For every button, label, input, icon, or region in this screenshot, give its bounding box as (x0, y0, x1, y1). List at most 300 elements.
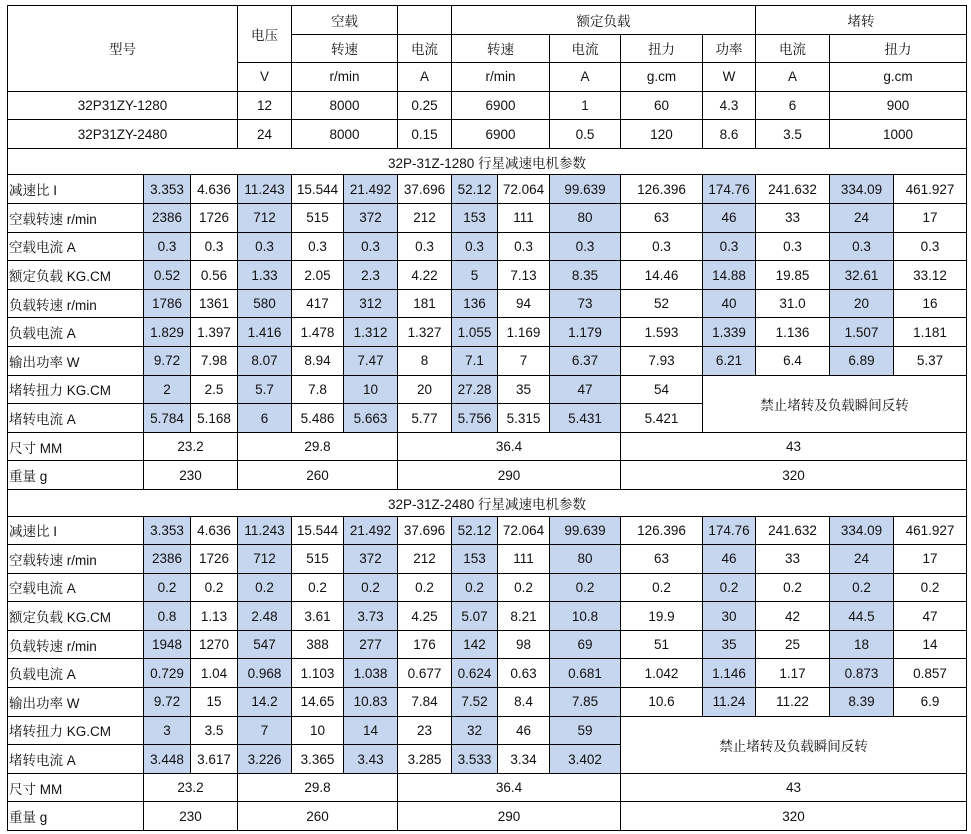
param-value: 111 (498, 204, 550, 233)
unit-gcm: g.cm (621, 63, 703, 92)
param-value: 24 (830, 204, 894, 233)
param-value: 5.315 (498, 404, 550, 433)
param-value: 1.103 (292, 659, 344, 688)
weight-label: 重量 g (8, 802, 144, 831)
param-value: 515 (292, 545, 344, 574)
param-value: 0.2 (498, 573, 550, 602)
param-value: 2.5 (191, 375, 238, 404)
param-row (8, 545, 967, 574)
param-value: 2386 (144, 204, 191, 233)
param-value: 461.927 (894, 516, 967, 545)
param-value: 8.07 (238, 347, 292, 376)
size-label: 尺寸 MM (8, 773, 144, 802)
param-value: 3.5 (191, 716, 238, 745)
param-value: 8 (398, 347, 452, 376)
param-value: 0.63 (498, 659, 550, 688)
param-value: 5.431 (550, 404, 621, 433)
param-value: 8.21 (498, 602, 550, 631)
param-value: 0.3 (292, 232, 344, 261)
param-value: 0.3 (498, 232, 550, 261)
param-value: 59 (550, 716, 621, 745)
no-load-speed: 8000 (292, 91, 398, 120)
rated-torque: 60 (621, 91, 703, 120)
unit-gcm: g.cm (830, 63, 967, 92)
param-value: 98 (498, 630, 550, 659)
param-value: 7 (238, 716, 292, 745)
param-row (8, 318, 967, 347)
param-value: 0.2 (238, 573, 292, 602)
param-label: 负载电流 A (8, 659, 144, 688)
param-value: 212 (398, 545, 452, 574)
param-value: 14.2 (238, 688, 292, 717)
param-value: 99.639 (550, 175, 621, 204)
param-value: 17 (894, 204, 967, 233)
param-value: 6 (238, 404, 292, 433)
param-value: 5.168 (191, 404, 238, 433)
param-value: 712 (238, 204, 292, 233)
param-value: 11.243 (238, 516, 292, 545)
param-value: 0.8 (144, 602, 191, 631)
stall-current: 6 (756, 91, 830, 120)
param-value: 0.3 (398, 232, 452, 261)
param-value: 4.636 (191, 516, 238, 545)
param-value: 3.61 (292, 602, 344, 631)
size-label: 尺寸 MM (8, 432, 144, 461)
rated-current: 1 (550, 91, 621, 120)
param-value: 241.632 (756, 175, 830, 204)
param-value: 7.93 (621, 347, 703, 376)
param-row (8, 289, 967, 318)
param-value: 42 (756, 602, 830, 631)
param-row (8, 573, 967, 602)
param-value: 277 (344, 630, 398, 659)
param-value: 5.663 (344, 404, 398, 433)
param-label: 输出功率 W (8, 688, 144, 717)
param-value: 14.88 (703, 261, 756, 290)
param-value: 25 (756, 630, 830, 659)
param-label: 减速比 I (8, 175, 144, 204)
section-title-row (8, 490, 967, 517)
param-value: 0.2 (550, 573, 621, 602)
weight-value: 290 (398, 802, 621, 831)
param-value: 176 (398, 630, 452, 659)
header-stall: 堵转 (756, 6, 967, 35)
param-value: 0.2 (894, 573, 967, 602)
stall-warning-note: 禁止堵转及负载瞬间反转 (703, 375, 967, 432)
param-value: 1.593 (621, 318, 703, 347)
section-title: 32P-31Z-2480 行星减速电机参数 (8, 490, 967, 517)
header-rated-load: 额定负载 (452, 6, 756, 35)
stall-torque: 1000 (830, 120, 967, 149)
param-value: 52.12 (452, 175, 498, 204)
rated-speed: 6900 (452, 91, 550, 120)
param-value: 15.544 (292, 516, 344, 545)
param-value: 388 (292, 630, 344, 659)
unit-a: A (550, 63, 621, 92)
param-value: 46 (498, 716, 550, 745)
header-row-1 (8, 6, 967, 35)
param-value: 174.76 (703, 516, 756, 545)
param-value: 417 (292, 289, 344, 318)
param-value: 515 (292, 204, 344, 233)
param-value: 1.829 (144, 318, 191, 347)
header-rl-speed: 转速 (452, 34, 550, 63)
param-row (8, 375, 967, 404)
param-value: 2 (144, 375, 191, 404)
param-value: 1.04 (191, 659, 238, 688)
param-value: 7.84 (398, 688, 452, 717)
param-value: 312 (344, 289, 398, 318)
param-value: 9.72 (144, 688, 191, 717)
param-value: 3.73 (344, 602, 398, 631)
param-label: 负载电流 A (8, 318, 144, 347)
param-value: 33 (756, 545, 830, 574)
param-value: 1361 (191, 289, 238, 318)
header-rl-power: 功率 (703, 34, 756, 63)
param-value: 14 (344, 716, 398, 745)
param-value: 0.3 (894, 232, 967, 261)
param-value: 1726 (191, 545, 238, 574)
param-value: 27.28 (452, 375, 498, 404)
param-value: 1.478 (292, 318, 344, 347)
param-row (8, 659, 967, 688)
param-value: 32 (452, 716, 498, 745)
param-value: 1.146 (703, 659, 756, 688)
voltage-value: 12 (238, 91, 292, 120)
header-no-load: 空载 (292, 6, 398, 35)
param-value: 73 (550, 289, 621, 318)
param-label: 负载转速 r/min (8, 630, 144, 659)
param-value: 1270 (191, 630, 238, 659)
param-value: 241.632 (756, 516, 830, 545)
param-value: 0.2 (144, 573, 191, 602)
param-value: 17 (894, 545, 967, 574)
model-row (8, 120, 967, 149)
size-value: 23.2 (144, 432, 238, 461)
param-value: 35 (498, 375, 550, 404)
param-label: 额定负载 KG.CM (8, 261, 144, 290)
param-row (8, 204, 967, 233)
param-value: 7.85 (550, 688, 621, 717)
param-value: 4.22 (398, 261, 452, 290)
param-value: 0.3 (756, 232, 830, 261)
header-nl-speed: 转速 (292, 34, 398, 63)
param-value: 52 (621, 289, 703, 318)
param-value: 16 (894, 289, 967, 318)
param-value: 0.3 (191, 232, 238, 261)
param-value: 5.77 (398, 404, 452, 433)
param-value: 63 (621, 545, 703, 574)
param-value: 7.8 (292, 375, 344, 404)
param-value: 0.56 (191, 261, 238, 290)
param-value: 2.3 (344, 261, 398, 290)
param-value: 153 (452, 545, 498, 574)
param-value: 0.2 (191, 573, 238, 602)
param-value: 5.784 (144, 404, 191, 433)
param-label: 堵转电流 A (8, 404, 144, 433)
param-label: 空载转速 r/min (8, 545, 144, 574)
param-value: 372 (344, 204, 398, 233)
unit-v: V (238, 63, 292, 92)
size-value: 29.8 (238, 773, 398, 802)
param-value: 21.492 (344, 516, 398, 545)
param-value: 94 (498, 289, 550, 318)
param-value: 80 (550, 545, 621, 574)
param-value: 72.064 (498, 175, 550, 204)
param-label: 额定负载 KG.CM (8, 602, 144, 631)
size-value: 36.4 (398, 432, 621, 461)
size-value: 43 (621, 432, 967, 461)
param-value: 63 (621, 204, 703, 233)
param-value: 20 (398, 375, 452, 404)
rated-power: 8.6 (703, 120, 756, 149)
param-value: 10 (292, 716, 344, 745)
param-value: 2.48 (238, 602, 292, 631)
param-value: 37.696 (398, 175, 452, 204)
param-value: 69 (550, 630, 621, 659)
param-value: 14 (894, 630, 967, 659)
weight-label: 重量 g (8, 461, 144, 490)
param-value: 1.042 (621, 659, 703, 688)
weight-value: 290 (398, 461, 621, 490)
weight-value: 230 (144, 461, 238, 490)
param-value: 40 (703, 289, 756, 318)
param-value: 10.6 (621, 688, 703, 717)
header-empty (398, 6, 452, 35)
param-value: 334.09 (830, 175, 894, 204)
param-value: 0.3 (830, 232, 894, 261)
param-value: 1.169 (498, 318, 550, 347)
param-row (8, 602, 967, 631)
param-value: 0.3 (238, 232, 292, 261)
param-value: 1.327 (398, 318, 452, 347)
size-row (8, 432, 967, 461)
param-label: 负载转速 r/min (8, 289, 144, 318)
param-value: 10.8 (550, 602, 621, 631)
param-value: 5.7 (238, 375, 292, 404)
param-row (8, 261, 967, 290)
param-value: 46 (703, 545, 756, 574)
header-model: 型号 (8, 6, 238, 92)
param-value: 11.243 (238, 175, 292, 204)
param-value: 136 (452, 289, 498, 318)
param-value: 3.43 (344, 745, 398, 774)
param-value: 142 (452, 630, 498, 659)
param-value: 6.37 (550, 347, 621, 376)
param-value: 10 (344, 375, 398, 404)
param-value: 5.486 (292, 404, 344, 433)
param-value: 30 (703, 602, 756, 631)
param-value: 153 (452, 204, 498, 233)
param-value: 2.05 (292, 261, 344, 290)
param-value: 3.402 (550, 745, 621, 774)
param-value: 0.2 (756, 573, 830, 602)
param-value: 5.756 (452, 404, 498, 433)
param-label: 堵转电流 A (8, 745, 144, 774)
param-value: 37.696 (398, 516, 452, 545)
param-value: 461.927 (894, 175, 967, 204)
param-value: 1726 (191, 204, 238, 233)
header-voltage: 电压 (238, 6, 292, 63)
param-value: 4.25 (398, 602, 452, 631)
stall-torque: 900 (830, 91, 967, 120)
param-value: 72.064 (498, 516, 550, 545)
param-value: 372 (344, 545, 398, 574)
param-value: 0.2 (344, 573, 398, 602)
param-value: 33 (756, 204, 830, 233)
unit-a: A (398, 63, 452, 92)
param-value: 6.9 (894, 688, 967, 717)
param-value: 7.13 (498, 261, 550, 290)
param-value: 3.617 (191, 745, 238, 774)
param-value: 15.544 (292, 175, 344, 204)
param-value: 126.396 (621, 516, 703, 545)
param-value: 0.624 (452, 659, 498, 688)
param-value: 3 (144, 716, 191, 745)
param-value: 3.365 (292, 745, 344, 774)
param-value: 0.681 (550, 659, 621, 688)
param-value: 20 (830, 289, 894, 318)
param-value: 3.353 (144, 516, 191, 545)
param-value: 580 (238, 289, 292, 318)
unit-a: A (756, 63, 830, 92)
param-value: 0.52 (144, 261, 191, 290)
param-value: 1.181 (894, 318, 967, 347)
param-row (8, 688, 967, 717)
no-load-current: 0.15 (398, 120, 452, 149)
param-value: 80 (550, 204, 621, 233)
param-value: 3.226 (238, 745, 292, 774)
param-value: 5.421 (621, 404, 703, 433)
param-row (8, 516, 967, 545)
weight-value: 260 (238, 461, 398, 490)
param-value: 0.729 (144, 659, 191, 688)
param-value: 4.636 (191, 175, 238, 204)
param-row (8, 716, 967, 745)
param-value: 0.2 (703, 573, 756, 602)
size-value: 29.8 (238, 432, 398, 461)
param-value: 0.3 (550, 232, 621, 261)
param-value: 6.89 (830, 347, 894, 376)
param-value: 47 (550, 375, 621, 404)
param-label: 减速比 I (8, 516, 144, 545)
unit-rpm: r/min (452, 63, 550, 92)
param-value: 1.13 (191, 602, 238, 631)
rated-power: 4.3 (703, 91, 756, 120)
param-value: 7.52 (452, 688, 498, 717)
param-value: 0.3 (144, 232, 191, 261)
param-value: 0.677 (398, 659, 452, 688)
param-label: 堵转扭力 KG.CM (8, 716, 144, 745)
unit-rpm: r/min (292, 63, 398, 92)
param-value: 1.33 (238, 261, 292, 290)
no-load-speed: 8000 (292, 120, 398, 149)
header-rl-torque: 扭力 (621, 34, 703, 63)
param-value: 5.07 (452, 602, 498, 631)
param-value: 5 (452, 261, 498, 290)
weight-value: 230 (144, 802, 238, 831)
no-load-current: 0.25 (398, 91, 452, 120)
param-value: 174.76 (703, 175, 756, 204)
size-value: 36.4 (398, 773, 621, 802)
weight-value: 320 (621, 802, 967, 831)
param-value: 8.94 (292, 347, 344, 376)
param-value: 47 (894, 602, 967, 631)
param-value: 23 (398, 716, 452, 745)
param-value: 0.2 (452, 573, 498, 602)
param-value: 1.038 (344, 659, 398, 688)
size-value: 23.2 (144, 773, 238, 802)
param-value: 19.85 (756, 261, 830, 290)
param-value: 52.12 (452, 516, 498, 545)
param-value: 8.35 (550, 261, 621, 290)
param-value: 1.416 (238, 318, 292, 347)
param-value: 21.492 (344, 175, 398, 204)
param-value: 14.65 (292, 688, 344, 717)
param-value: 1.17 (756, 659, 830, 688)
size-value: 43 (621, 773, 967, 802)
param-value: 0.2 (830, 573, 894, 602)
param-value: 1786 (144, 289, 191, 318)
param-value: 0.3 (621, 232, 703, 261)
param-value: 181 (398, 289, 452, 318)
param-value: 212 (398, 204, 452, 233)
param-value: 31.0 (756, 289, 830, 318)
param-value: 46 (703, 204, 756, 233)
param-value: 7 (498, 347, 550, 376)
param-value: 3.353 (144, 175, 191, 204)
param-value: 6.21 (703, 347, 756, 376)
unit-w: W (703, 63, 756, 92)
param-value: 126.396 (621, 175, 703, 204)
param-row (8, 232, 967, 261)
param-row (8, 630, 967, 659)
param-label: 空载电流 A (8, 573, 144, 602)
size-row (8, 773, 967, 802)
param-value: 7.1 (452, 347, 498, 376)
param-value: 0.857 (894, 659, 967, 688)
param-value: 5.37 (894, 347, 967, 376)
param-value: 7.47 (344, 347, 398, 376)
param-label: 空载转速 r/min (8, 204, 144, 233)
model-row (8, 91, 967, 120)
param-value: 1.055 (452, 318, 498, 347)
model-name: 32P31ZY-1280 (8, 91, 238, 120)
param-value: 334.09 (830, 516, 894, 545)
param-value: 3.34 (498, 745, 550, 774)
weight-value: 320 (621, 461, 967, 490)
param-value: 11.22 (756, 688, 830, 717)
param-value: 10.83 (344, 688, 398, 717)
param-value: 0.2 (621, 573, 703, 602)
param-value: 24 (830, 545, 894, 574)
param-value: 7.98 (191, 347, 238, 376)
model-name: 32P31ZY-2480 (8, 120, 238, 149)
param-value: 33.12 (894, 261, 967, 290)
stall-warning-note: 禁止堵转及负载瞬间反转 (621, 716, 967, 773)
param-value: 18 (830, 630, 894, 659)
param-row (8, 347, 967, 376)
motor-spec-table (7, 5, 967, 831)
param-label: 输出功率 W (8, 347, 144, 376)
param-value: 9.72 (144, 347, 191, 376)
param-value: 1.179 (550, 318, 621, 347)
weight-row (8, 461, 967, 490)
param-value: 14.46 (621, 261, 703, 290)
param-value: 0.3 (703, 232, 756, 261)
param-value: 0.2 (398, 573, 452, 602)
param-value: 0.968 (238, 659, 292, 688)
